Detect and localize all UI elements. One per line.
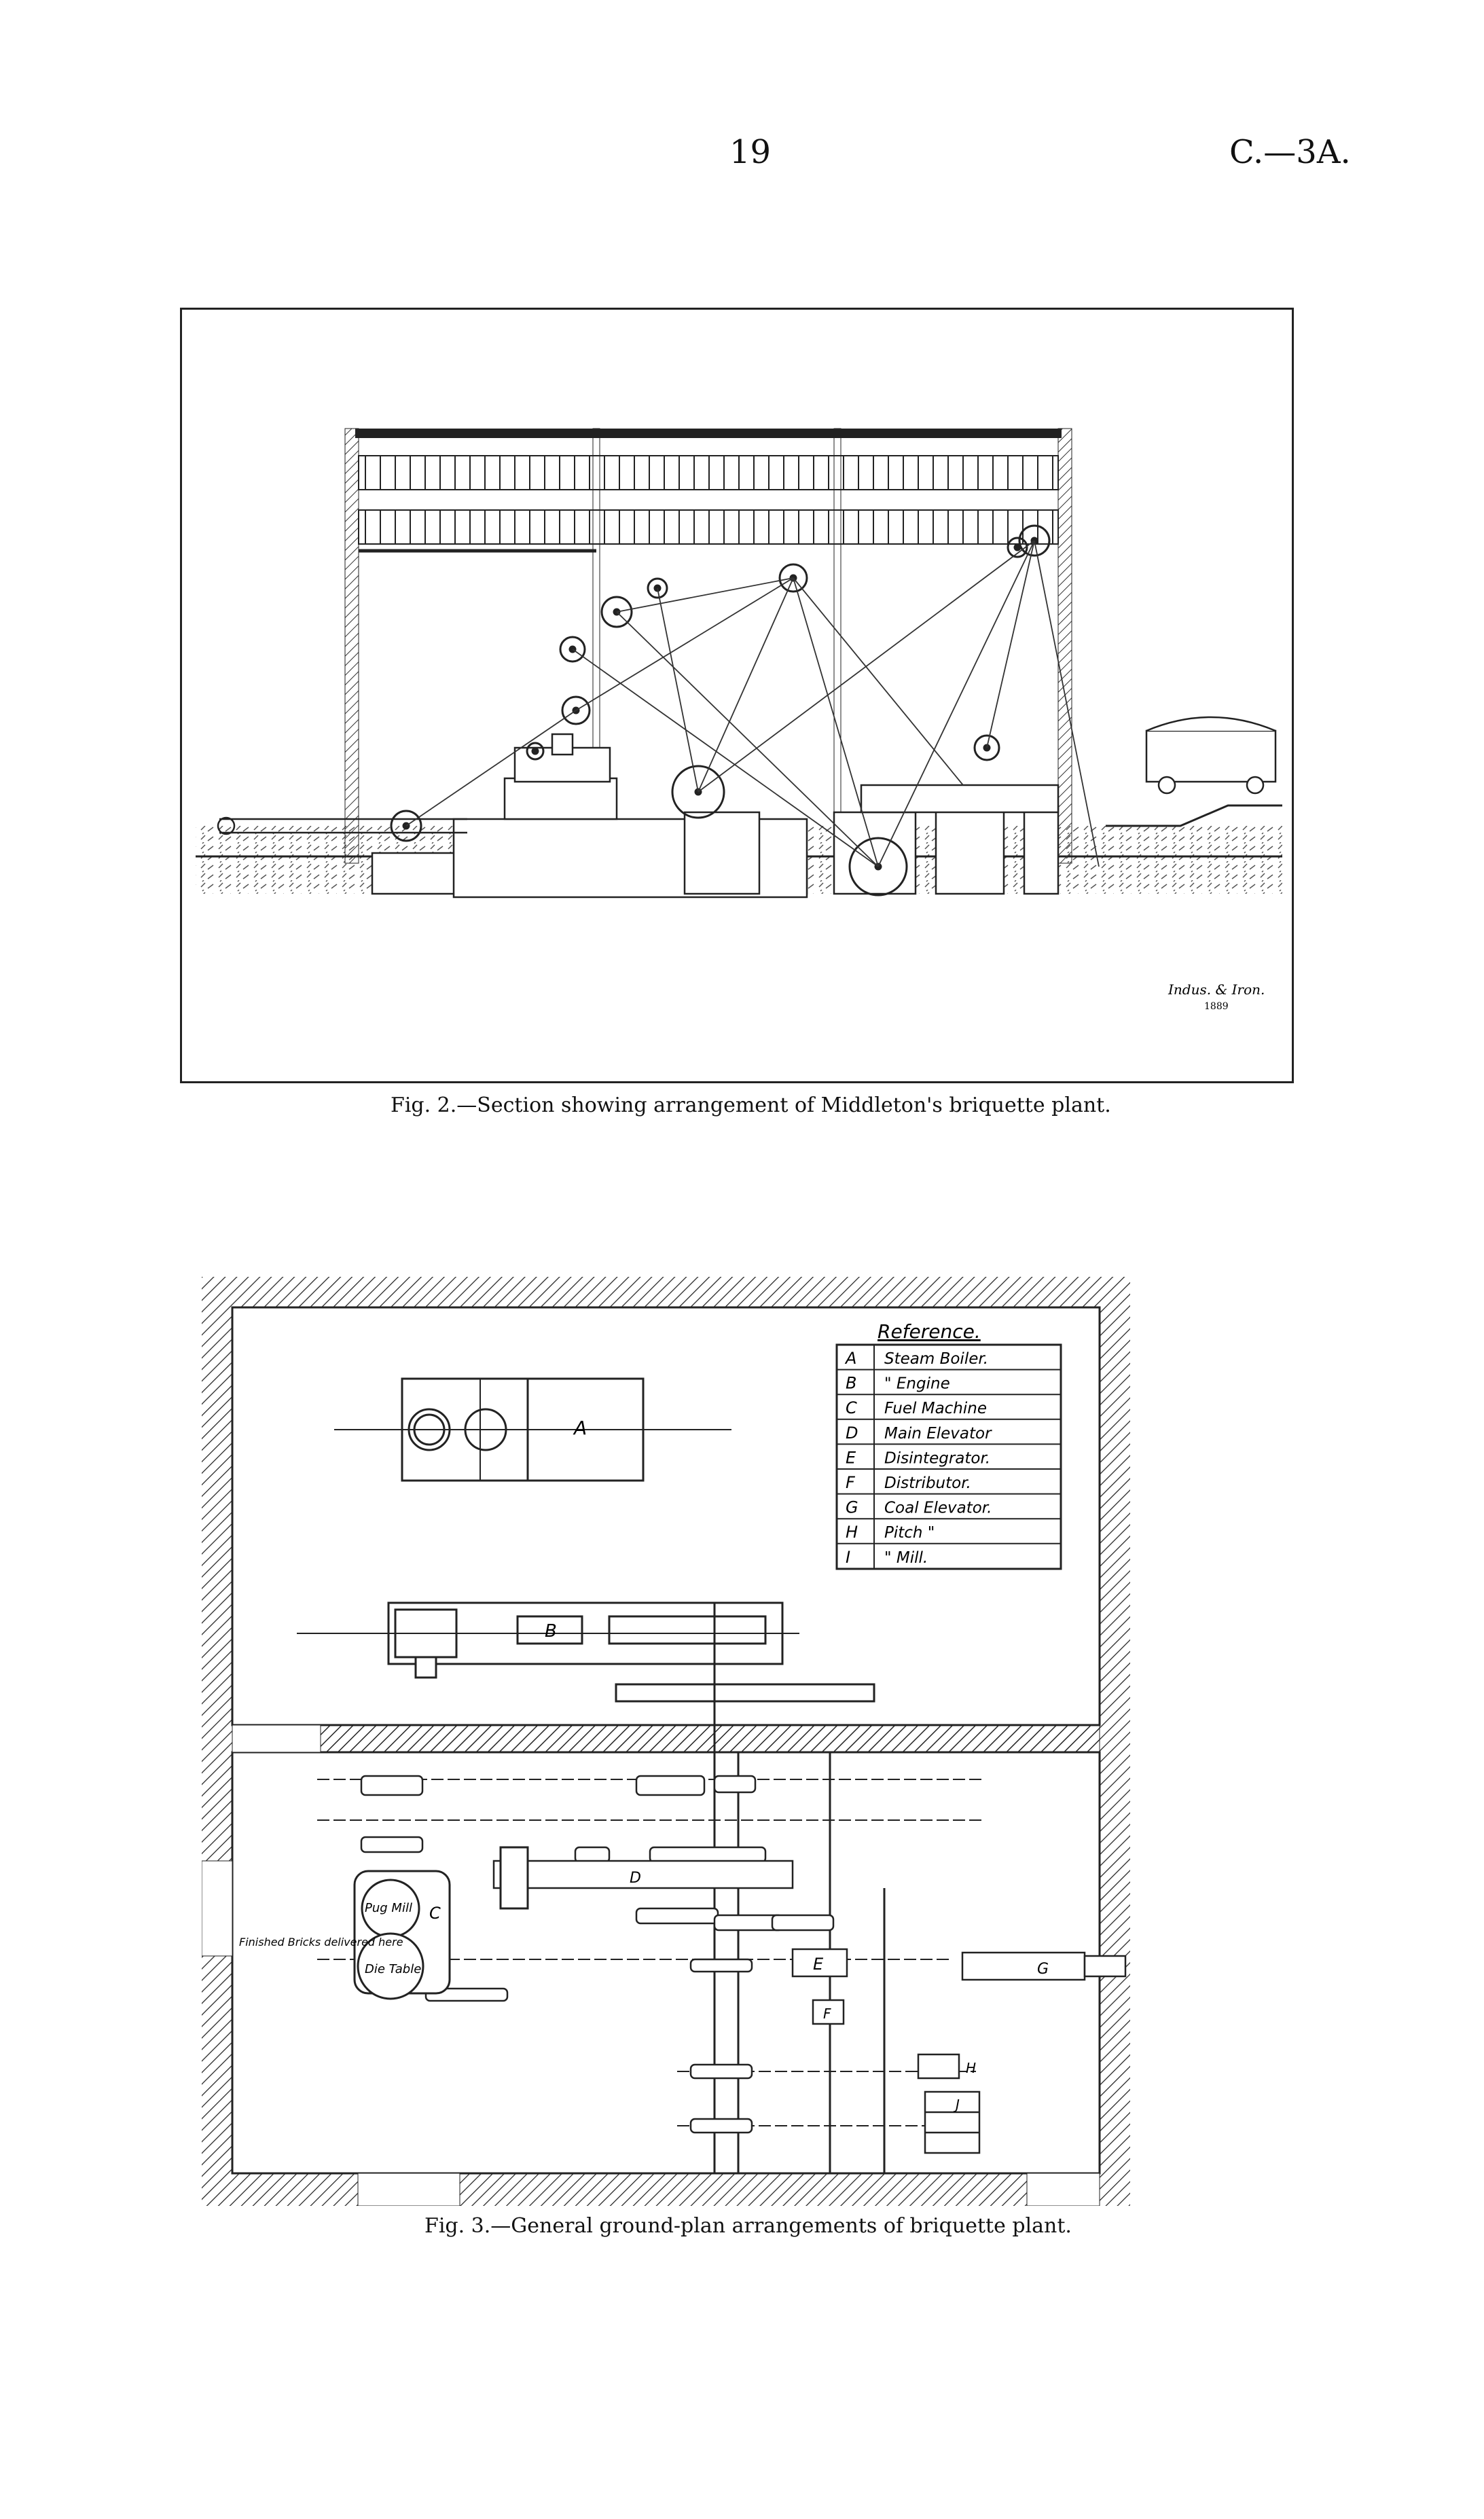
shaft-pulley bbox=[691, 2065, 752, 2078]
label-distributor: F bbox=[823, 2006, 831, 2022]
shaft-pulley bbox=[636, 1776, 704, 1795]
shaft-pulley bbox=[691, 1959, 752, 1972]
label-die-table: Die Table bbox=[365, 1962, 422, 1976]
shaft-pulley bbox=[636, 1908, 718, 1923]
engraver-year: 1889 bbox=[1204, 1001, 1229, 1012]
engraver-credit: Indus. & Iron. bbox=[1168, 981, 1265, 998]
label-main-elevator: D bbox=[630, 1870, 641, 1887]
reference-key: D bbox=[846, 1423, 858, 1443]
drive-belt bbox=[987, 541, 1034, 748]
left-wall bbox=[345, 429, 359, 863]
figure-2-caption: Fig. 2.—Section showing arrangement of Middleton's briquette plant. bbox=[391, 1093, 1111, 1117]
coal-wagon bbox=[1146, 717, 1275, 793]
label-mill: J bbox=[956, 2097, 960, 2113]
shaft-pulley bbox=[361, 1837, 422, 1852]
ground-plan-drawing bbox=[202, 1277, 1130, 2206]
reference-key: H bbox=[846, 1523, 858, 1542]
label-boiler: A bbox=[574, 1417, 587, 1439]
main-elevator bbox=[494, 1861, 793, 1888]
label-pug-mill: Pug Mill bbox=[365, 1901, 412, 1915]
section-drawing bbox=[182, 310, 1292, 1081]
shaft-pulley bbox=[575, 1847, 609, 1862]
reference-key: B bbox=[846, 1373, 857, 1393]
reference-key: C bbox=[846, 1398, 857, 1418]
drive-belt bbox=[657, 588, 698, 792]
reference-label: Distributor. bbox=[884, 1474, 971, 1492]
figure-3-ground-plan bbox=[202, 1277, 1130, 2206]
shaft-pulley bbox=[772, 1915, 833, 1930]
shaft-pulley bbox=[361, 1776, 422, 1795]
label-engine: B bbox=[545, 1621, 557, 1642]
label-finished-bricks: Finished Bricks delivered here bbox=[239, 1936, 403, 1949]
pitch-mill bbox=[925, 2092, 979, 2153]
label-coal-elevator: G bbox=[1037, 1961, 1049, 1978]
figure-2-section-drawing bbox=[180, 308, 1294, 1083]
label-pitch-elevator: H bbox=[966, 2060, 977, 2076]
shaft-pulley bbox=[650, 1847, 765, 1862]
drive-belt bbox=[793, 578, 963, 785]
reference-label: Disintegrator. bbox=[884, 1449, 991, 1468]
reference-key: F bbox=[846, 1473, 855, 1492]
reference-label: Pitch " bbox=[884, 1524, 935, 1542]
reference-label: Main Elevator bbox=[884, 1424, 992, 1443]
pitch-elevator bbox=[918, 2054, 959, 2078]
label-disintegrator: E bbox=[813, 1955, 824, 1974]
label-fuel-machine: C bbox=[429, 1904, 441, 1923]
reference-key: E bbox=[846, 1448, 856, 1468]
reference-key: A bbox=[846, 1349, 857, 1368]
reference-label: Steam Boiler. bbox=[884, 1350, 989, 1368]
reference-label: " Engine bbox=[884, 1375, 950, 1393]
roof-beam bbox=[355, 429, 1062, 438]
report-reference: C.—3A. bbox=[1229, 133, 1351, 171]
shaft-pulley bbox=[691, 2119, 752, 2133]
shaft-pulley bbox=[714, 1776, 755, 1792]
reference-title: Reference. bbox=[877, 1320, 981, 1343]
drive-belt bbox=[698, 578, 793, 792]
reference-key: I bbox=[846, 1547, 851, 1567]
right-wall bbox=[1058, 429, 1072, 863]
drive-belt bbox=[576, 578, 793, 710]
upper-platform bbox=[861, 785, 1058, 812]
foundations bbox=[372, 805, 1058, 897]
reference-table bbox=[837, 1320, 1061, 1569]
reference-label: Coal Elevator. bbox=[884, 1499, 992, 1517]
drive-belt bbox=[617, 578, 793, 612]
page-number: 19 bbox=[729, 133, 772, 171]
figure-3-caption: Fig. 3.—General ground-plan arrangements of briquette plant. bbox=[424, 2214, 1072, 2238]
reference-label: Fuel Machine bbox=[884, 1400, 988, 1418]
reference-label: " Mill. bbox=[884, 1548, 928, 1567]
reference-key: G bbox=[846, 1498, 858, 1517]
